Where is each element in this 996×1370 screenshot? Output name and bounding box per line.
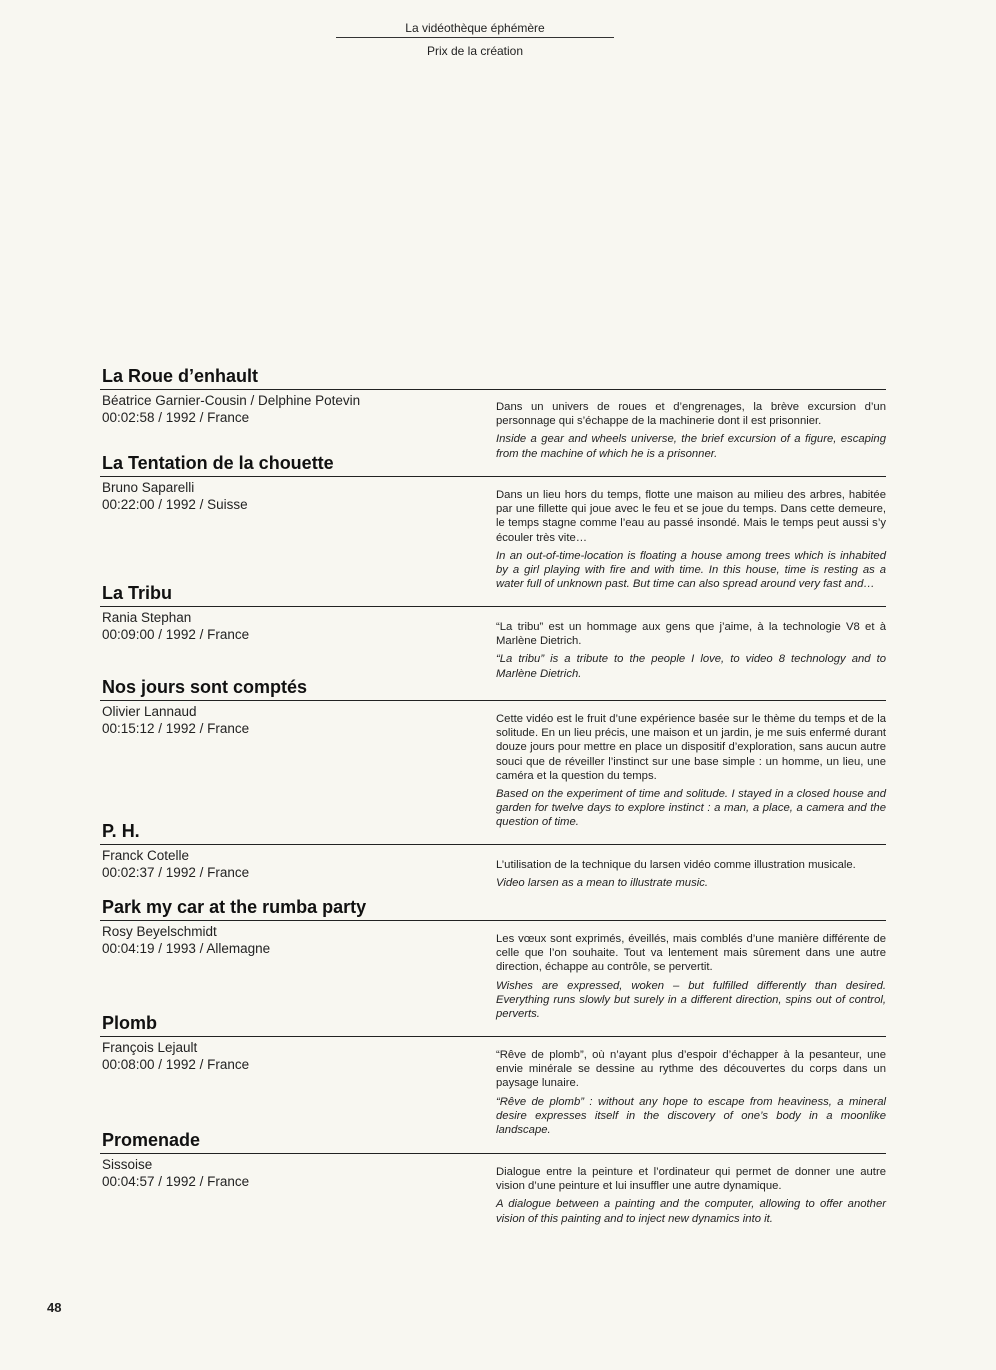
film-entry bbox=[100, 1012, 886, 1137]
description-english: A dialogue between a painting and the computer, allowing to offer another vision of this painting and to inject new dynamics into it. bbox=[496, 1198, 886, 1225]
description-english: Wishes are expressed, woken – but fulfilled differently than desired. Everything runs slowly but surely in a different direction, spins out of control, perverts. bbox=[496, 979, 886, 1021]
description-french: L’utilisation de la technique du larsen vidéo comme illustration musicale. bbox=[496, 859, 856, 871]
film-meta bbox=[102, 847, 462, 881]
description-english: Video larsen as a mean to illustrate music. bbox=[496, 877, 709, 890]
film-entry bbox=[100, 582, 886, 680]
film-authors: Bruno Saparelli bbox=[102, 480, 195, 495]
film-description bbox=[496, 488, 886, 591]
description-english: Based on the experiment of time and solitude. I stayed in a closed house and garden for twelve days to explore instinct : a man, a place, a camera and the question of time. bbox=[496, 788, 886, 829]
description-english: “La tribu” is a tribute to the people I love, to video 8 technology and to Marlène Dietrich. bbox=[496, 653, 886, 680]
film-entry bbox=[100, 896, 886, 1021]
film-entry bbox=[100, 452, 886, 591]
film-meta bbox=[102, 609, 462, 643]
film-details: 00:04:19 / 1993 / Allemagne bbox=[102, 941, 271, 956]
film-authors: Olivier Lannaud bbox=[102, 704, 197, 719]
film-authors: François Lejault bbox=[102, 1040, 198, 1055]
description-english: In an out-of-time-location is floating a house among trees which is inhabited by a girl playing with fire and with time. In this house, time is resting as a water full of unknown past. But time can also spread around very fast and… bbox=[496, 549, 886, 591]
film-title: P. H. bbox=[100, 820, 886, 845]
film-details: 00:08:00 / 1992 / France bbox=[102, 1057, 250, 1072]
film-authors: Sissoise bbox=[102, 1157, 153, 1172]
film-title: Plomb bbox=[100, 1012, 886, 1037]
film-title: Promenade bbox=[100, 1129, 886, 1154]
film-description bbox=[496, 858, 886, 890]
film-title: La Tentation de la chouette bbox=[100, 452, 886, 477]
film-authors: Rosy Beyelschmidt bbox=[102, 924, 217, 939]
film-description bbox=[496, 932, 886, 1021]
film-entry bbox=[100, 365, 886, 460]
description-english: Inside a gear and wheels universe, the brief excursion of a figure, escaping from the machine of which he is a prisonner. bbox=[496, 433, 886, 460]
film-details: 00:02:37 / 1992 / France bbox=[102, 865, 250, 880]
description-english: “Rêve de plomb” : without any hope to escape from heaviness, a mineral desire expresses itself in the discovery of one’s body in a moonlike landscape. bbox=[496, 1095, 886, 1137]
description-french: Dialogue entre la peinture et l’ordinateur qui permet de donner une autre vision d’une peinture et lui insuffler une autre dynamique. bbox=[496, 1166, 886, 1193]
film-details: 00:22:00 / 1992 / Suisse bbox=[102, 497, 248, 512]
description-french: “Rêve de plomb”, où n’ayant plus d’espoir d’échapper à la pesanteur, une envie minérale se dessine au rythme des découvertes du corps dans un paysage lunaire. bbox=[496, 1049, 886, 1090]
description-french: Les vœux sont exprimés, éveillés, mais comblés d’une manière différente de celle que l’on souhaite. Tout va lentement mais sûrement dans une autre direction, échappe au contrôle, se pervertit. bbox=[496, 933, 886, 974]
film-entry bbox=[100, 820, 886, 890]
film-meta bbox=[102, 1039, 462, 1073]
film-entry bbox=[100, 676, 886, 829]
film-details: 00:15:12 / 1992 / France bbox=[102, 721, 250, 736]
film-title: La Tribu bbox=[100, 582, 886, 607]
film-details: 00:02:58 / 1992 / France bbox=[102, 410, 250, 425]
running-header bbox=[336, 19, 614, 59]
description-french: Dans un univers de roues et d’engrenages, la brève excursion d’un personnage qui s’échappe de la machinerie dont il est prisonnier. bbox=[496, 401, 886, 428]
film-entry bbox=[100, 1129, 886, 1225]
film-title: Park my car at the rumba party bbox=[100, 896, 886, 921]
film-description bbox=[496, 712, 886, 830]
film-meta bbox=[102, 479, 462, 513]
film-meta bbox=[102, 703, 462, 737]
film-meta bbox=[102, 923, 462, 957]
film-meta bbox=[102, 1156, 462, 1190]
film-details: 00:09:00 / 1992 / France bbox=[102, 627, 250, 642]
page-number: 48 bbox=[47, 1300, 62, 1315]
film-title: Nos jours sont comptés bbox=[100, 676, 886, 701]
header-subsection-title: Prix de la création bbox=[426, 44, 524, 58]
film-authors: Franck Cotelle bbox=[102, 848, 190, 863]
film-authors: Béatrice Garnier-Cousin / Delphine Potevin bbox=[102, 393, 361, 408]
film-authors: Rania Stephan bbox=[102, 610, 192, 625]
film-description bbox=[496, 620, 886, 681]
film-details: 00:04:57 / 1992 / France bbox=[102, 1174, 250, 1189]
header-section-title: La vidéothèque éphémère bbox=[336, 19, 614, 38]
film-title: La Roue d’enhault bbox=[100, 365, 886, 390]
film-meta bbox=[102, 392, 462, 426]
description-french: Dans un lieu hors du temps, flotte une maison au milieu des arbres, habitée par une fillette qui joue avec le feu et se joue du temps. Dans cette demeure, le temps stagne comme l’eau au passé insondé. Mais le temps peut aussi s’y écouler très vite… bbox=[496, 489, 886, 544]
film-description bbox=[496, 1048, 886, 1137]
description-french: Cette vidéo est le fruit d’une expérience basée sur le thème du temps et de la solitude. En un lieu précis, une maison et un jardin, je me suis enfermé durant douze jours pour mettre en place un dispositif d’exploration, sans aucun autre souci que de réveiller l’instinct sur une base simple : un homme, un lieu, une caméra et la question du temps. bbox=[496, 713, 886, 782]
description-french: “La tribu” est un hommage aux gens que j’aime, à la technologie V8 et à Marlène Dietrich. bbox=[496, 621, 886, 648]
film-description bbox=[496, 1165, 886, 1226]
